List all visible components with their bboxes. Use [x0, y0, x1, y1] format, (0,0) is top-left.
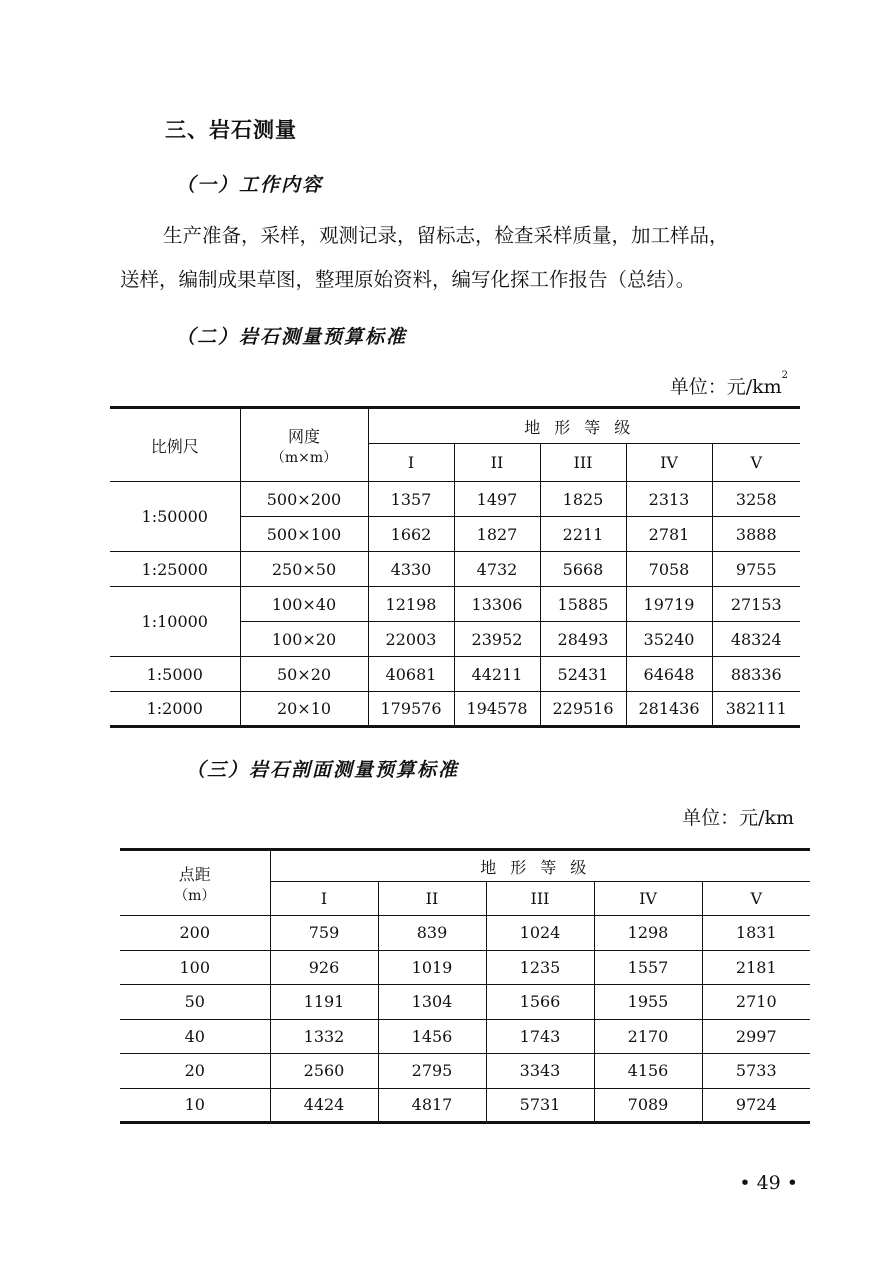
section-heading: 三、岩石测量 [165, 118, 297, 142]
value-cell: 1304 [378, 985, 486, 1020]
subsection-title-profile-survey-budget: （三）岩石剖面测量预算标准 [186, 759, 460, 781]
value-cell: 2313 [626, 482, 712, 517]
value-cell: 1024 [486, 916, 594, 951]
grade-header-3: III [540, 444, 626, 482]
value-cell: 2781 [626, 517, 712, 552]
spacing-cell: 200 [120, 916, 270, 951]
grid-cell: 20×10 [240, 692, 368, 727]
value-cell: 194578 [454, 692, 540, 727]
grid-cell: 250×50 [240, 552, 368, 587]
value-cell: 2795 [378, 1054, 486, 1089]
value-cell: 179576 [368, 692, 454, 727]
value-cell: 1831 [702, 916, 810, 951]
grade-header-1: I [270, 882, 378, 916]
table-row [120, 1019, 810, 1054]
value-cell: 1332 [270, 1019, 378, 1054]
table-row [110, 482, 800, 517]
value-cell: 1191 [270, 985, 378, 1020]
grid-cell: 100×20 [240, 622, 368, 657]
value-cell: 1827 [454, 517, 540, 552]
value-cell: 2710 [702, 985, 810, 1020]
table-row [120, 985, 810, 1020]
unit-label-1: 单位：元$/km^2$ [669, 370, 788, 398]
table-row [120, 1088, 810, 1123]
grade-header-2: II [454, 444, 540, 482]
value-cell: 44211 [454, 657, 540, 692]
table-row [110, 587, 800, 622]
value-cell: 839 [378, 916, 486, 951]
value-cell: 2211 [540, 517, 626, 552]
value-cell: 1497 [454, 482, 540, 517]
header-spacing: 点距 （m） [120, 850, 270, 916]
grid-cell: 500×100 [240, 517, 368, 552]
table-row [110, 692, 800, 727]
header-scale: 比例尺 [110, 408, 240, 482]
value-cell: 40681 [368, 657, 454, 692]
value-cell: 1566 [486, 985, 594, 1020]
header-grid: 网度 （m×m） [240, 408, 368, 482]
grade-header-4: IV [626, 444, 712, 482]
value-cell: 2997 [702, 1019, 810, 1054]
value-cell: 281436 [626, 692, 712, 727]
unit-label-2: 单位：元/km [682, 807, 794, 829]
scale-cell: 1:5000 [110, 657, 240, 692]
value-cell: 5733 [702, 1054, 810, 1089]
table-row [110, 657, 800, 692]
spacing-cell: 100 [120, 950, 270, 985]
value-cell: 1955 [594, 985, 702, 1020]
grade-header-5: V [702, 882, 810, 916]
value-cell: 35240 [626, 622, 712, 657]
value-cell: 1662 [368, 517, 454, 552]
spacing-cell: 10 [120, 1088, 270, 1123]
value-cell: 4330 [368, 552, 454, 587]
value-cell: 4732 [454, 552, 540, 587]
value-cell: 4424 [270, 1088, 378, 1123]
rock-survey-budget-table [110, 406, 800, 728]
scale-cell: 1:25000 [110, 552, 240, 587]
value-cell: 9724 [702, 1088, 810, 1123]
value-cell: 2170 [594, 1019, 702, 1054]
grade-header-5: V [712, 444, 800, 482]
page-number: • 49 • [739, 1172, 798, 1194]
value-cell: 27153 [712, 587, 800, 622]
value-cell: 9755 [712, 552, 800, 587]
value-cell: 88336 [712, 657, 800, 692]
spacing-cell: 20 [120, 1054, 270, 1089]
table-row [120, 916, 810, 951]
scale-cell: 1:50000 [110, 482, 240, 552]
value-cell: 5668 [540, 552, 626, 587]
value-cell: 1019 [378, 950, 486, 985]
value-cell: 48324 [712, 622, 800, 657]
header-terrain-grade: 地形等级 [270, 850, 810, 882]
grade-header-4: IV [594, 882, 702, 916]
value-cell: 22003 [368, 622, 454, 657]
value-cell: 1825 [540, 482, 626, 517]
value-cell: 1557 [594, 950, 702, 985]
value-cell: 64648 [626, 657, 712, 692]
subsection-title-rock-survey-budget: （二）岩石测量预算标准 [176, 326, 408, 348]
value-cell: 1743 [486, 1019, 594, 1054]
subsection-title-work-content: （一）工作内容 [176, 174, 324, 196]
scale-cell: 1:2000 [110, 692, 240, 727]
value-cell: 28493 [540, 622, 626, 657]
value-cell: 15885 [540, 587, 626, 622]
value-cell: 1298 [594, 916, 702, 951]
rock-profile-budget-table [120, 848, 810, 1124]
paragraph-line-1: 生产准备，采样，观测记录，留标志，检查采样质量，加工样品， [163, 224, 729, 247]
value-cell: 13306 [454, 587, 540, 622]
grid-cell: 500×200 [240, 482, 368, 517]
value-cell: 2181 [702, 950, 810, 985]
value-cell: 4156 [594, 1054, 702, 1089]
value-cell: 3888 [712, 517, 800, 552]
table-row [110, 552, 800, 587]
value-cell: 4817 [378, 1088, 486, 1123]
value-cell: 19719 [626, 587, 712, 622]
value-cell: 3258 [712, 482, 800, 517]
value-cell: 382111 [712, 692, 800, 727]
grade-header-2: II [378, 882, 486, 916]
spacing-cell: 50 [120, 985, 270, 1020]
grid-cell: 50×20 [240, 657, 368, 692]
value-cell: 1235 [486, 950, 594, 985]
value-cell: 23952 [454, 622, 540, 657]
grade-header-1: I [368, 444, 454, 482]
value-cell: 229516 [540, 692, 626, 727]
value-cell: 1456 [378, 1019, 486, 1054]
value-cell: 5731 [486, 1088, 594, 1123]
grade-header-3: III [486, 882, 594, 916]
header-terrain-grade: 地形等级 [368, 408, 800, 444]
table-row [120, 1054, 810, 1089]
value-cell: 926 [270, 950, 378, 985]
value-cell: 759 [270, 916, 378, 951]
value-cell: 7089 [594, 1088, 702, 1123]
paragraph-line-2: 送样，编制成果草图，整理原始资料，编写化探工作报告（总结）。 [120, 268, 696, 291]
spacing-cell: 40 [120, 1019, 270, 1054]
value-cell: 7058 [626, 552, 712, 587]
scale-cell: 1:10000 [110, 587, 240, 657]
table-row [120, 950, 810, 985]
value-cell: 2560 [270, 1054, 378, 1089]
value-cell: 12198 [368, 587, 454, 622]
grid-cell: 100×40 [240, 587, 368, 622]
value-cell: 3343 [486, 1054, 594, 1089]
value-cell: 52431 [540, 657, 626, 692]
value-cell: 1357 [368, 482, 454, 517]
